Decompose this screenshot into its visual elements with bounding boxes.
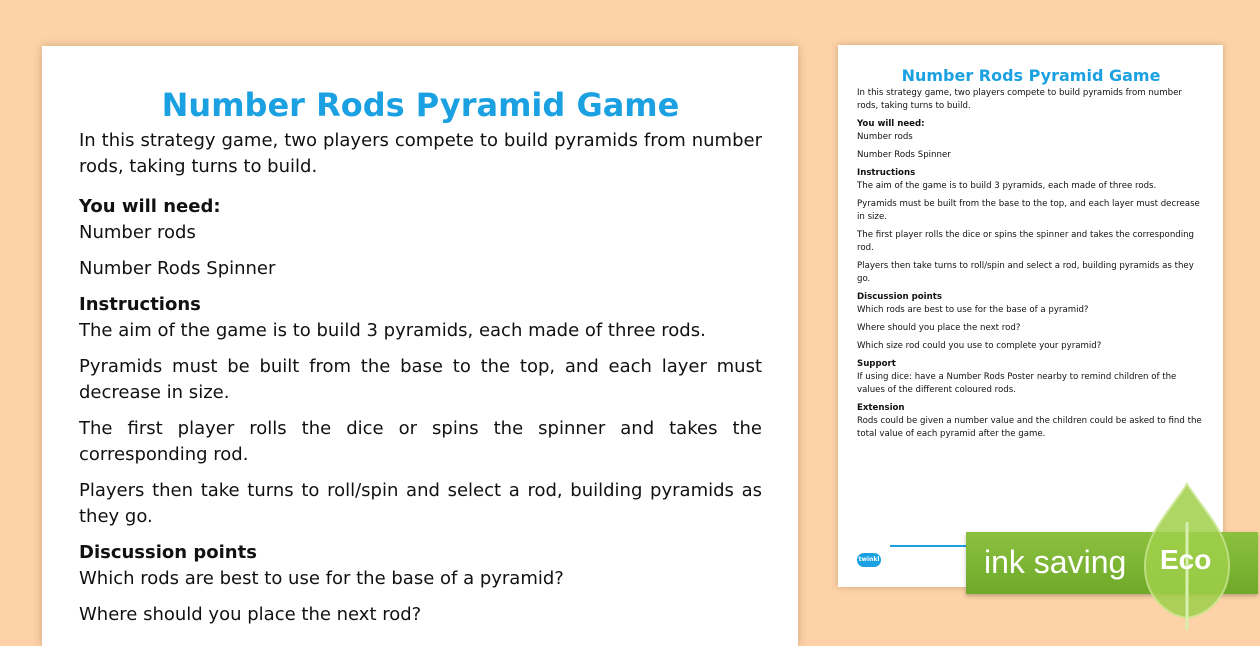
support-heading-small: Support xyxy=(857,359,896,369)
need-item: Number Rods Spinner xyxy=(79,258,276,279)
you-will-need-heading-small: You will need: xyxy=(857,119,925,129)
worksheet-preview-large xyxy=(42,46,798,646)
instruction-item-small: The aim of the game is to build 3 pyramids, each made of three rods. xyxy=(857,181,1157,191)
discussion-item: Which rods are best to use for the base of a pyramid? xyxy=(79,568,564,589)
discussion-item: Where should you place the next rod? xyxy=(79,604,422,625)
you-will-need-heading: You will need: xyxy=(79,196,221,217)
need-item-small: Number Rods Spinner xyxy=(857,150,951,160)
instruction-item: Players then take turns to roll/spin and select a rod, building pyramids as they go. xyxy=(79,480,762,527)
discussion-item-small: Which rods are best to use for the base of a pyramid? xyxy=(857,305,1089,315)
need-item-small: Number rods xyxy=(857,132,913,142)
twinkl-logo: twinkl xyxy=(857,553,881,567)
eco-label: Eco xyxy=(1160,544,1212,575)
instruction-item-small: Players then take turns to roll/spin and select a rod, building pyramids as they go. xyxy=(857,261,1194,284)
extension-text-small: Rods could be given a number value and the children could be asked to find the total value of each pyramid after the game. xyxy=(857,416,1202,439)
discussion-heading-small: Discussion points xyxy=(857,292,942,302)
instruction-item: The aim of the game is to build 3 pyramids, each made of three rods. xyxy=(79,320,706,341)
discussion-item-small: Which size rod could you use to complete your pyramid? xyxy=(857,341,1102,351)
instructions-heading-small: Instructions xyxy=(857,168,916,178)
support-text-small: If using dice: have a Number Rods Poster nearby to remind children of the values of the different coloured rods. xyxy=(857,372,1177,395)
ink-saving-label: ink saving xyxy=(984,544,1127,580)
instruction-item-small: Pyramids must be built from the base to the top, and each layer must decrease in size. xyxy=(857,199,1200,222)
intro-text: In this strategy game, two players compete to build pyramids from number rods, taking turns to build. xyxy=(79,130,762,177)
instructions-heading: Instructions xyxy=(79,294,201,315)
worksheet-title: Number Rods Pyramid Game xyxy=(161,86,680,124)
need-item: Number rods xyxy=(79,222,196,243)
instruction-item: Pyramids must be built from the base to the top, and each layer must decrease in size. xyxy=(79,356,762,403)
intro-text-small: In this strategy game, two players compete to build pyramids from number rods, taking turns to build. xyxy=(857,88,1182,111)
instruction-item-small: The first player rolls the dice or spins the spinner and takes the corresponding rod. xyxy=(857,230,1195,253)
instruction-item: The first player rolls the dice or spins the spinner and takes the corresponding rod. xyxy=(79,418,762,465)
discussion-item-small: Where should you place the next rod? xyxy=(857,323,1021,333)
discussion-heading: Discussion points xyxy=(79,542,257,563)
extension-heading-small: Extension xyxy=(857,403,905,413)
worksheet-title-small: Number Rods Pyramid Game xyxy=(901,66,1161,85)
